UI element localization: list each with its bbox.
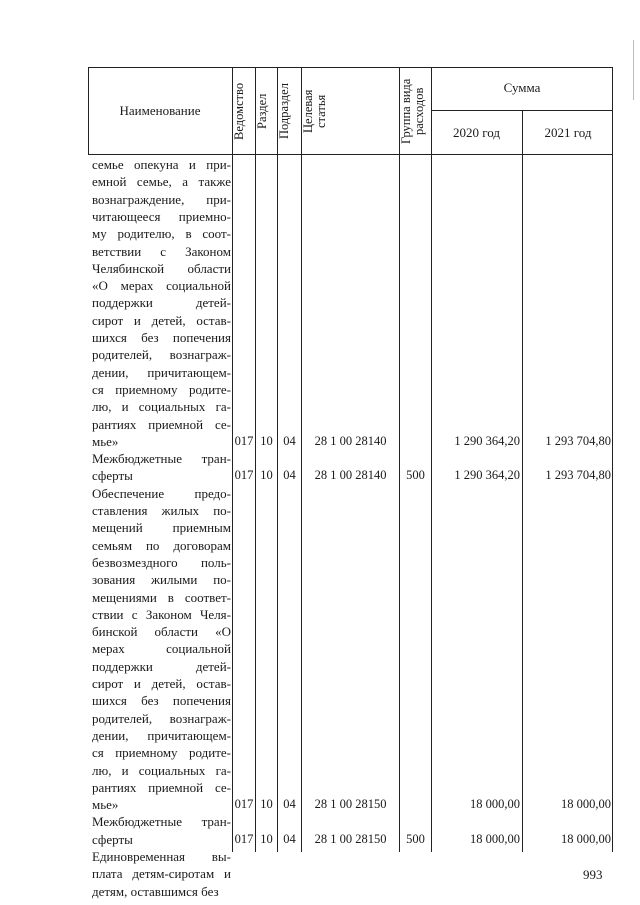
row-name-line: Межбюджетные тран- (92, 451, 231, 467)
row-name-line: Единовременная вы- (92, 849, 231, 864)
row-sum-2020: 18 000,00 (470, 797, 520, 812)
header-tselevaya-statya: Целевая статья (301, 89, 328, 133)
row-name-line: «О мерах социальной (92, 278, 231, 294)
row-name-line: мерах социальной (92, 641, 231, 657)
col-line-right (612, 67, 613, 852)
row-vedomstvo: 017 (234, 433, 254, 448)
header-summa: Сумма (503, 80, 541, 95)
row-podrazdel: 04 (283, 797, 296, 812)
row-name-line: детям, оставшимся без (92, 883, 219, 899)
header-gruppa-vida-raskhodov: Группа вида расходов (399, 78, 426, 144)
header-name: Наименование (119, 103, 201, 118)
row-vedomstvo: 017 (234, 831, 254, 846)
row-name-line: ствии с Законом Челя- (92, 606, 231, 622)
col-line-1 (232, 67, 233, 852)
col-line-4 (301, 67, 302, 852)
row-sum-2021: 18 000,00 (561, 831, 611, 846)
row-name-line: бинской области «О (92, 624, 231, 640)
row-name-line: зования жилыми по- (92, 572, 231, 588)
row-name-line: поддержки детей- (92, 295, 231, 311)
row-tselevaya-statya: 28 1 00 28140 (314, 468, 387, 483)
row-sum-2020: 1 290 364,20 (454, 433, 520, 448)
row-podrazdel: 04 (283, 468, 296, 483)
table-border-top (88, 67, 613, 68)
row-razdel: 10 (260, 433, 273, 448)
row-sum-2021: 1 293 704,80 (545, 433, 611, 448)
row-vedomstvo: 017 (234, 797, 254, 812)
row-name-line: вознаграждение, при- (92, 191, 231, 207)
row-name-line: семьям по договорам (92, 537, 231, 553)
header-divider (88, 154, 613, 155)
header-razdel: Раздел (255, 93, 269, 129)
page-number: 993 (583, 867, 603, 882)
row-name-line: Челябинской области (92, 260, 231, 276)
col-line-2 (255, 67, 256, 852)
row-tselevaya-statya: 28 1 00 28150 (314, 831, 387, 846)
row-name-line: дении, причитающем- (92, 727, 231, 743)
row-razdel: 10 (260, 831, 273, 846)
row-tselevaya-statya: 28 1 00 28150 (314, 797, 387, 812)
row-podrazdel: 04 (283, 831, 296, 846)
row-name-line: емной семье, а также (92, 174, 231, 190)
row-name-line: рантиях приемной се- (92, 779, 231, 795)
row-name-line: дении, причитающем- (92, 364, 231, 380)
row-name-line: мье» (92, 797, 119, 813)
row-name-line: шихся без попечения (92, 330, 231, 345)
row-name-line: сферты (92, 468, 133, 484)
row-name-line: мье» (92, 433, 119, 449)
row-name-line: безвозмездного поль- (92, 554, 231, 570)
row-name-line: сферты (92, 831, 133, 847)
row-tselevaya-statya: 28 1 00 28140 (314, 433, 387, 448)
row-name-line: рантиях приемной се- (92, 416, 231, 432)
row-name-line: ветствии с Законом (92, 243, 231, 259)
col-line-5 (399, 67, 400, 852)
row-podrazdel: 04 (283, 433, 296, 448)
row-name-line: Межбюджетные тран- (92, 814, 231, 830)
row-name-line: семье опекуна и при- (92, 157, 231, 172)
scan-edge-mark (633, 40, 634, 100)
row-name-line: мещений приемным (92, 520, 231, 536)
row-name-line: Обеспечение предо- (92, 485, 231, 501)
row-gruppa-vida-raskhodov: 500 (406, 831, 425, 846)
row-name-line: лю, и социальных га- (92, 762, 231, 778)
row-name-line: му родителю, в соот- (92, 226, 231, 242)
header-podrazdel: Подраздел (277, 83, 291, 139)
row-name-line: сирот и детей, остав- (92, 312, 231, 328)
row-name-line: ся приемному родите- (92, 381, 231, 397)
row-name-line: шихся без попечения (92, 693, 231, 709)
row-name-line: ся приемному родите- (92, 745, 231, 761)
row-name-line: родителей, вознаграж- (92, 347, 231, 363)
row-gruppa-vida-raskhodov: 500 (406, 468, 425, 483)
col-line-6 (431, 67, 432, 852)
row-sum-2021: 1 293 704,80 (545, 468, 611, 483)
row-name-line: сирот и детей, остав- (92, 676, 231, 691)
row-razdel: 10 (260, 797, 273, 812)
row-sum-2020: 1 290 364,20 (454, 468, 520, 483)
row-name-line: поддержки детей- (92, 658, 231, 674)
row-vedomstvo: 017 (234, 468, 254, 483)
row-name-line: ставления жилых по- (92, 503, 231, 518)
row-sum-2021: 18 000,00 (561, 797, 611, 812)
header-year-2020: 2020 год (453, 125, 500, 140)
row-razdel: 10 (260, 468, 273, 483)
header-year-2021: 2021 год (544, 125, 592, 140)
row-name-line: родителей, вознаграж- (92, 710, 231, 726)
row-name-line: мещениями в соответ- (92, 589, 231, 605)
row-name-line: лю, и социальных га- (92, 399, 231, 415)
row-name-line: читающееся приемно- (92, 208, 231, 224)
col-line-3 (277, 67, 278, 852)
header-vedomstvo: Ведомство (232, 82, 246, 140)
row-sum-2020: 18 000,00 (470, 831, 520, 846)
row-name-line: плата детям-сиротам и (92, 866, 231, 882)
